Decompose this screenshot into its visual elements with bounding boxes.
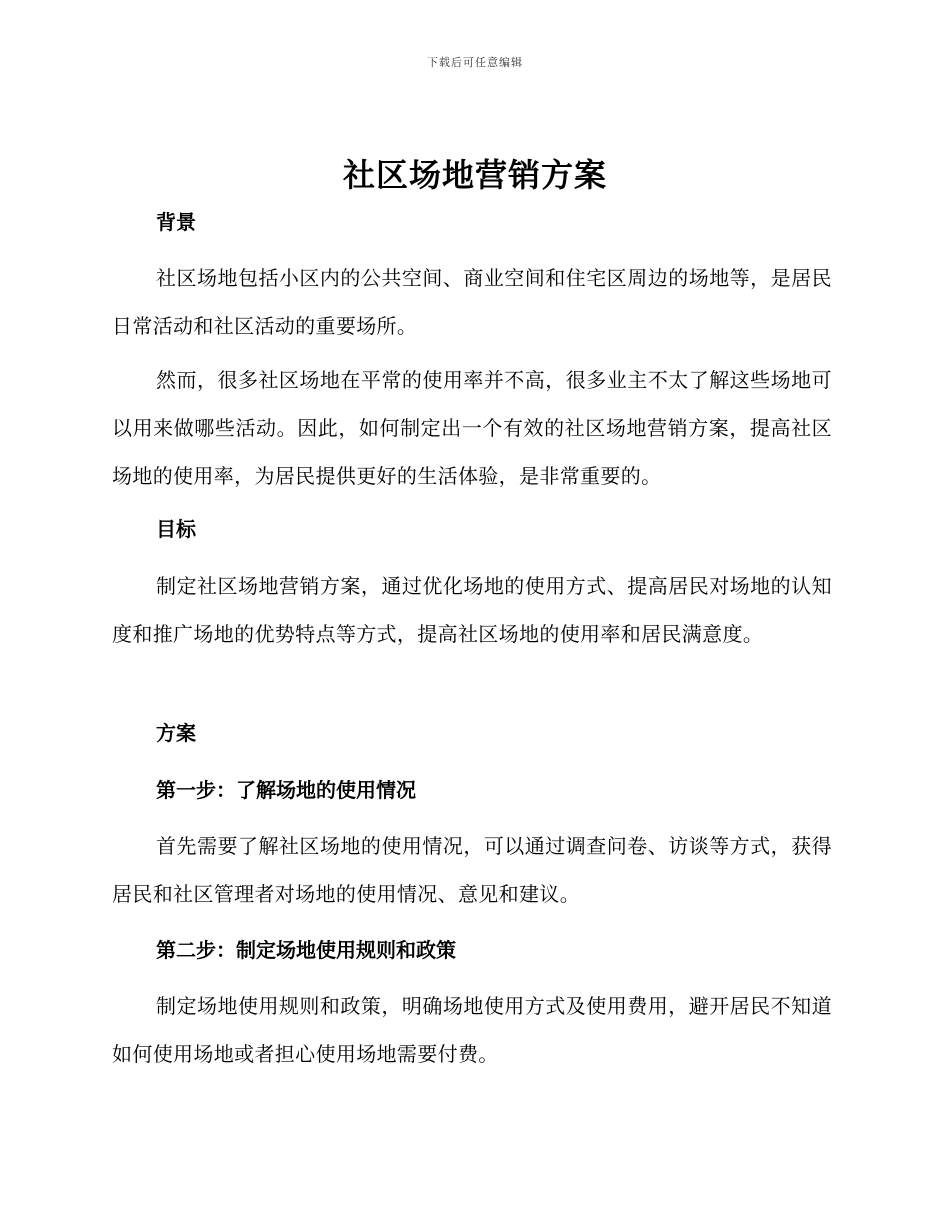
paragraph-background-2: 然而，很多社区场地在平常的使用率并不高，很多业主不太了解这些场地可以用来做哪些活动。因此，如何制定出一个有效的社区场地营销方案，提高社区场地的使用率，为居民提供更好的生活体验，是非常重要的。: [112, 368, 832, 488]
section-heading-plan: 方案: [156, 721, 196, 745]
header-note: 下载后可任意编辑: [427, 56, 523, 69]
step1-heading: 第一步：了解场地的使用情况: [156, 778, 416, 802]
paragraph-step2: 制定场地使用规则和政策，明确场地使用方式及使用费用，避开居民不知道如何使用场地或者担心使用场地需要付费。: [112, 994, 832, 1066]
step2-heading: 第二步：制定场地使用规则和政策: [156, 938, 456, 962]
paragraph-goal-1: 制定社区场地营销方案，通过优化场地的使用方式、提高居民对场地的认知度和推广场地的优势特点等方式，提高社区场地的使用率和居民满意度。: [112, 574, 832, 646]
section-heading-goal: 目标: [156, 517, 196, 541]
paragraph-step1: 首先需要了解社区场地的使用情况，可以通过调查问卷、访谈等方式，获得居民和社区管理者对场地的使用情况、意见和建议。: [112, 834, 832, 906]
document-title: 社区场地营销方案: [342, 156, 607, 194]
section-heading-background: 背景: [156, 210, 196, 234]
paragraph-background-1: 社区场地包括小区内的公共空间、商业空间和住宅区周边的场地等，是居民日常活动和社区活动的重要场所。: [112, 266, 832, 338]
